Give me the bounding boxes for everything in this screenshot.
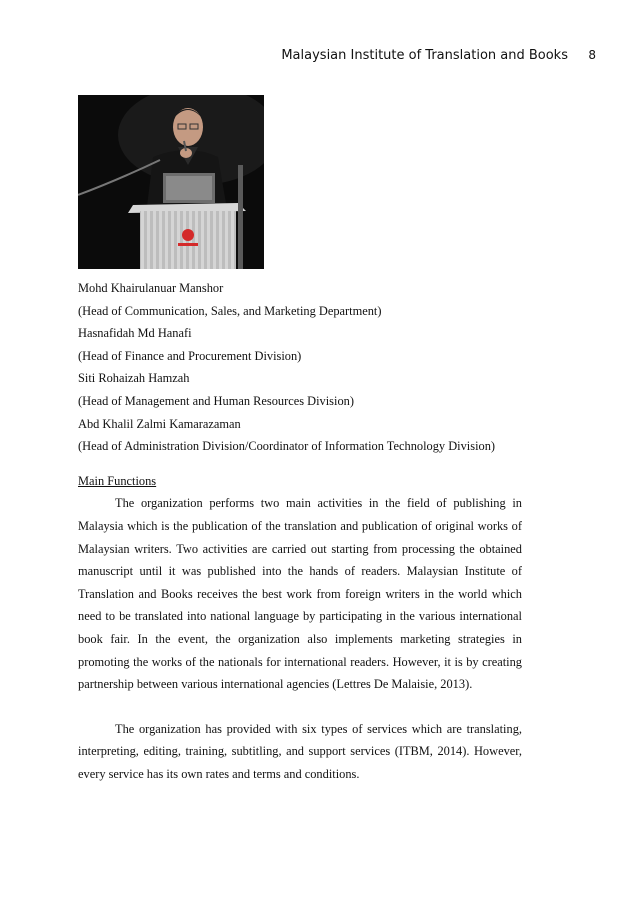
staff-title: (Head of Communication, Sales, and Marketing Department) xyxy=(78,303,382,318)
staff-title: (Head of Management and Human Resources Division) xyxy=(78,393,354,408)
staff-title: (Head of Finance and Procurement Division) xyxy=(78,348,302,363)
staff-title: (Head of Administration Division/Coordinator of Information Technology Division) xyxy=(78,439,496,454)
speaker-photo xyxy=(78,95,264,269)
page-number: 8 xyxy=(588,48,596,62)
header-title: Malaysian Institute of Translation and Books xyxy=(281,48,568,63)
document-body xyxy=(78,277,522,785)
staff-name: Hasnafidah Md Hanafi xyxy=(78,326,192,341)
staff-name: Siti Rohaizah Hamzah xyxy=(78,371,190,386)
staff-name: Mohd Khairulanuar Manshor xyxy=(78,281,224,295)
section-heading: Main Functions xyxy=(78,473,157,488)
paragraph-services: The organization has provided with six types of services which are translating, interpreting, editing, training, subtitling, and support services (ITBM, 2014). However, every service has its own rates and terms and conditions. xyxy=(78,721,522,781)
paragraph-main-functions: The organization performs two main activities in the field of publishing in Malaysia which is the publication of the translation and publication of original works of Malaysian writers. Two activities are carried out starting from processing the obtained manuscript until it was published into the hands of readers. Malaysian Institute of Translation and Books receives the best work from foreign writers in the world which need to be translated into national language by participating in the various international book fair. In the event, the organization also implements marketing strategies in promoting the works of the nationals for international readers. However, it is by creating partnership between various international agencies (Lettres De Malaisie, 2013). xyxy=(78,496,522,692)
page-header xyxy=(0,48,638,68)
spacer xyxy=(78,458,522,470)
staff-name: Abd Khalil Zalmi Kamarazaman xyxy=(78,416,241,431)
